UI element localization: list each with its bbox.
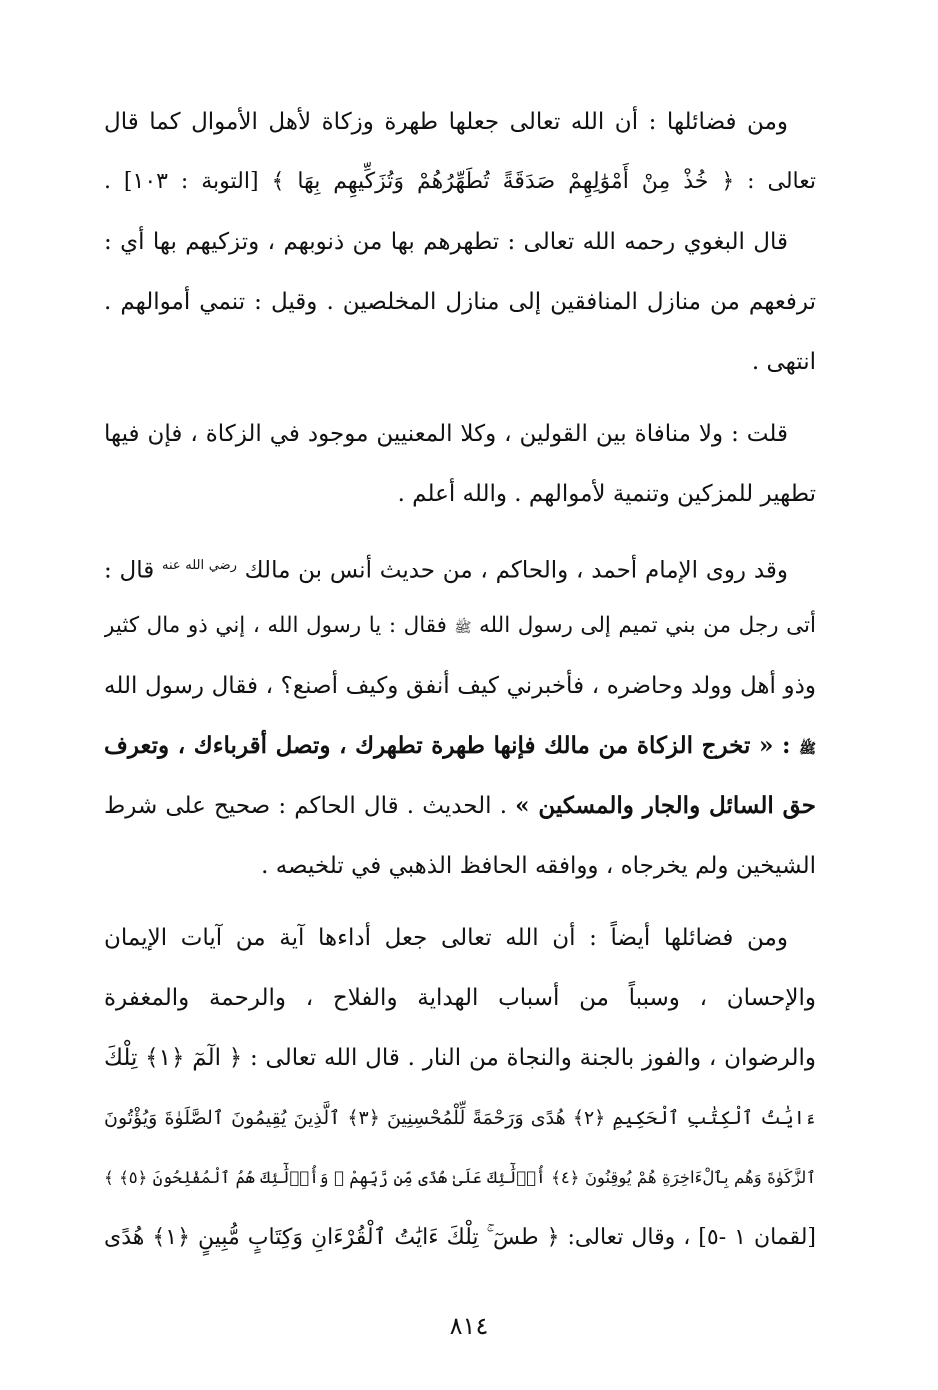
text-line	[104, 596, 816, 656]
pbuh-mark: ﷺ	[454, 620, 472, 636]
text-segment: وقد روى الإمام أحمد ، والحاكم ، من حديث أنس بن مالك	[244, 557, 788, 584]
text-line	[104, 776, 816, 836]
pbuh-mark: ﷺ	[799, 741, 816, 757]
text-line	[104, 536, 816, 596]
text-line: ومن فضائلها أيضاً : أن الله تعالى جعل أداءها آية من آيات الإيمان	[104, 925, 788, 951]
text-line-quran: [لقمان ١ -٥] ، وقال تعالى: ﴿ طسٓ ۚ تِلْكَ ءَايَٰتُ ٱلْقُرْءَانِ وَكِتَابٍ مُّبِينٍ ﴿١﴾ هُدًى	[104, 1225, 816, 1250]
text-line: قلت : ولا منافاة بين القولين ، وكلا المعنيين موجود في الزكاة ، فإن فيها	[104, 421, 788, 447]
page-number: ٨١٤	[449, 1312, 489, 1340]
text-line: والإحسان ، وسبباً من أسباب الهداية والفلاح ، والرحمة والمغفرة	[104, 985, 816, 1011]
text-line-quran: ٱلزَّكَوٰةَ وَهُم بِٱلْءَاخِرَةِ هُمْ يُوقِنُونَ ﴿٤﴾ أُو۟لَٰٓئِكَ عَلَىٰ هُدًى مِّن رَّبِّهِمْ ۖ وَأُو۟لَٰٓئِكَ هُمُ ٱلْمُفْلِحُونَ ﴿٥﴾ ﴾	[104, 1168, 816, 1187]
paragraph-gap	[104, 896, 816, 908]
paragraph-gap	[104, 524, 816, 536]
text-line-quran: ءَايَٰتُ ٱلْكِتَٰبِ ٱلْحَكِيمِ ﴿٢﴾ هُدًى وَرَحْمَةً لِّلْمُحْسِنِينَ ﴿٣﴾ ٱلَّذِينَ يُقِيمُونَ ٱلصَّلَوٰةَ وَيُؤْتُونَ	[104, 1107, 816, 1129]
text-line: ومن فضائلها : أن الله تعالى جعلها طهرة وزكاة لأهل الأموال كما قال	[104, 109, 788, 135]
page-body	[104, 92, 816, 1268]
paragraph-2	[104, 212, 816, 392]
hadith-text: : « تخرج الزكاة من مالك فإنها طهرة تطهرك ، وتصل أقرباءك ، وتعرف	[104, 732, 791, 759]
paragraph-4	[104, 536, 816, 896]
text-line: والرضوان ، والفوز بالجنة والنجاة من النار . قال الله تعالى : ﴿ الٓمٓ ﴿١﴾ تِلْكَ	[104, 1045, 816, 1071]
paragraph-3	[104, 404, 816, 524]
paragraph-gap	[104, 392, 816, 404]
text-line: قال البغوي رحمه الله تعالى : تطهرهم بها من ذنوبهم ، وتزكيهم بها أي :	[104, 229, 788, 255]
hadith-text: حق السائل والجار والمسكين »	[515, 792, 816, 819]
text-line: تطهير للمزكين وتنمية لأموالهم . والله أعلم .	[397, 481, 816, 507]
text-line: ترفعهم من منازل المنافقين إلى منازل المخلصين . وقيل : تنمي أموالهم .	[104, 289, 816, 315]
text-line-quran: تعالى : ﴿ خُذْ مِنْ أَمْوَٰلِهِمْ صَدَقَةً تُطَهِّرُهُمْ وَتُزَكِّيهِم بِهَا ﴾ [التوبة : ١٠٣] .	[104, 169, 816, 194]
text-line: الشيخين ولم يخرجاه ، ووافقه الحافظ الذهبي في تلخيصه .	[261, 853, 816, 879]
text-line-hadith	[104, 716, 816, 776]
text-line: وذو أهل وولد وحاضره ، فأخبرني كيف أنفق وكيف أصنع؟ ، فقال رسول الله	[104, 673, 816, 699]
honorific-mark: رضي الله عنه	[162, 558, 237, 573]
text-segment: أتى رجل من بني تميم إلى رسول الله	[479, 613, 816, 638]
text-segment: فقال : يا رسول الله ، إني ذو مال كثير	[104, 613, 447, 638]
paragraph-1	[104, 92, 816, 212]
text-line: انتهى .	[751, 349, 816, 375]
paragraph-5	[104, 908, 816, 1268]
text-segment: قال :	[104, 557, 155, 584]
text-segment: . الحديث . قال الحاكم : صحيح على شرط	[104, 793, 508, 819]
